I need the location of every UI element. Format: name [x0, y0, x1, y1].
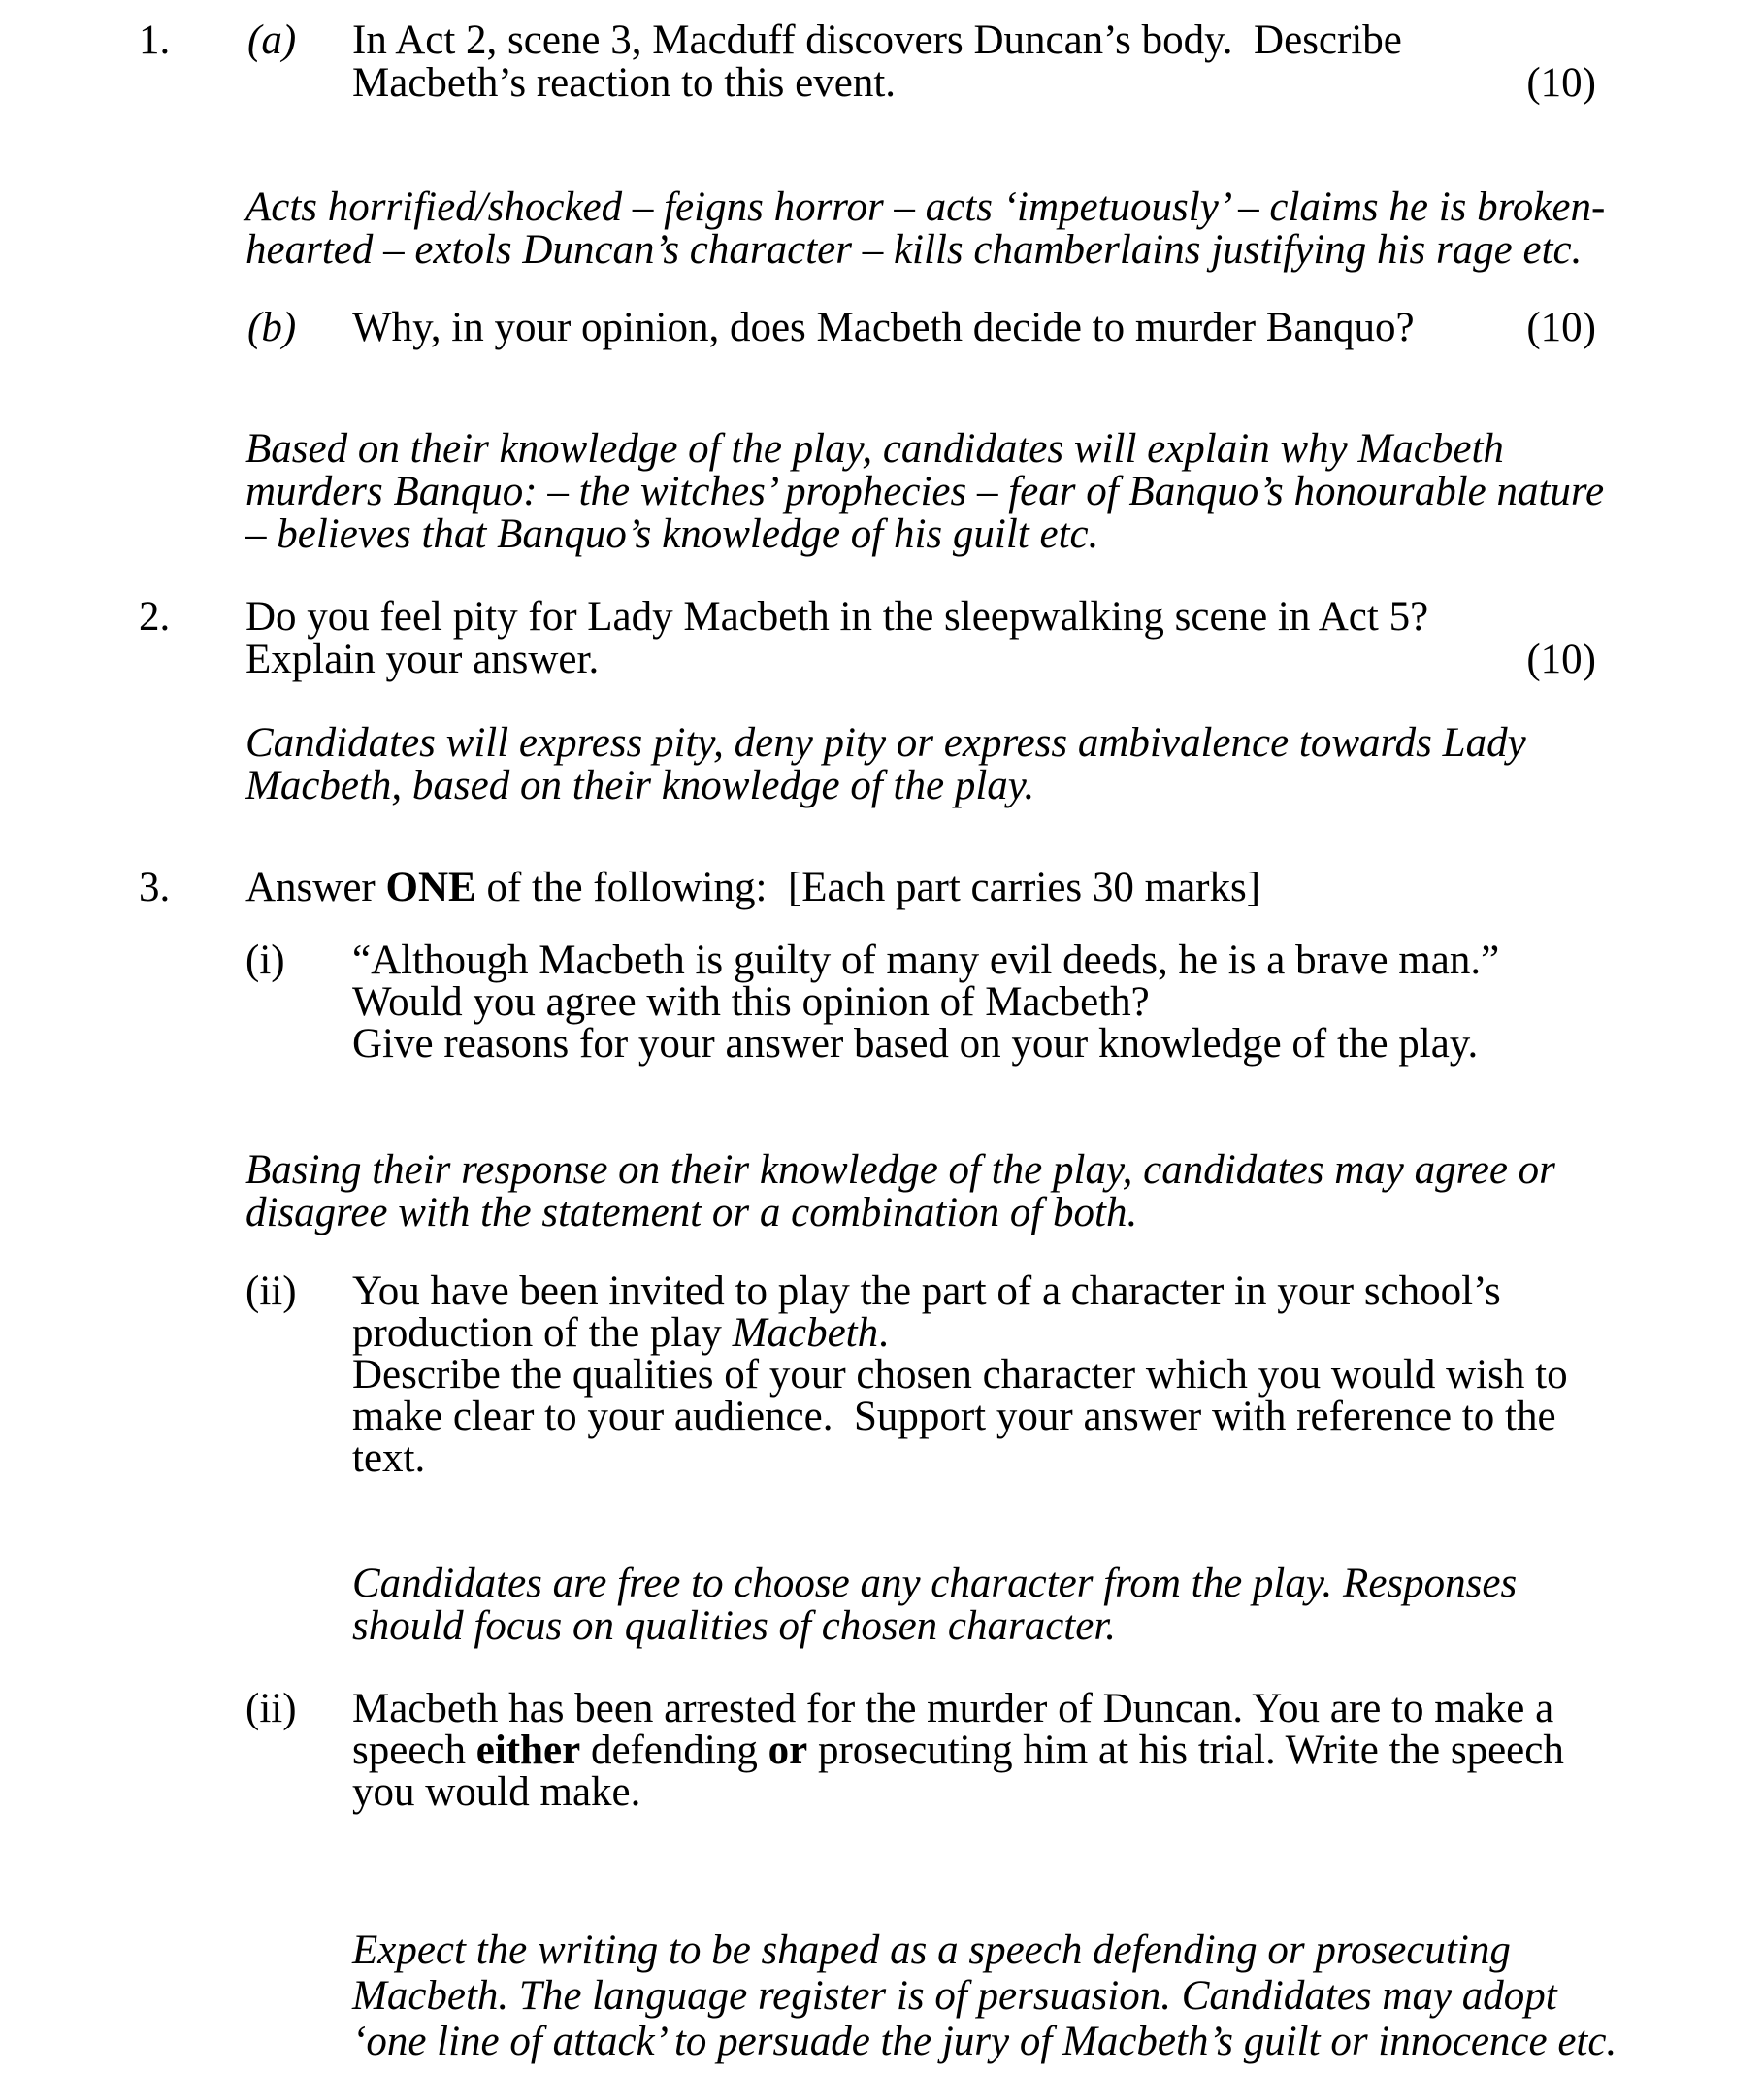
q1a-question-line1: In Act 2, scene 3, Macduff discovers Duncan’s body. Describe [352, 17, 1402, 63]
q3ii-second-answer-line3: ‘one line of attack’ to persuade the jury of Macbeth’s guilt or innocence etc. [352, 2019, 1617, 2064]
q2-number: 2. [139, 594, 171, 640]
q1a-label: (a) [247, 17, 297, 63]
q3ii-second-line2-or: or [768, 1728, 808, 1773]
q3ii-first-line2 [352, 1312, 889, 1355]
q3ii-second-answer-line1: Expect the writing to be shaped as a speech defending or prosecuting [352, 1927, 1511, 1973]
q3ii-first-line3: Describe the qualities of your chosen character which you would wish to [352, 1352, 1568, 1398]
q3ii-second-line1: Macbeth has been arrested for the murder of Duncan. You are to make a [352, 1686, 1554, 1731]
q3i-label: (i) [245, 938, 285, 983]
q1b-answer-line3: – believes that Banquo’s knowledge of his guilt etc. [245, 511, 1099, 557]
q3ii-second-line2-pre: speech [352, 1728, 476, 1773]
q1a-answer-line1: Acts horrified/shocked – feigns horror – acts ‘impetuously’ – claims he is broken- [245, 184, 1606, 230]
q1a-answer-line2: hearted – extols Duncan’s character – kills chamberlains justifying his rage etc. [245, 227, 1583, 273]
q3i-question-line3: Give reasons for your answer based on your knowledge of the play. [352, 1021, 1479, 1067]
q1-number: 1. [139, 17, 171, 63]
q3ii-second-line2-either: either [475, 1728, 581, 1773]
q1a-marks: (10) [1526, 60, 1596, 106]
q3ii-second-answer-line2: Macbeth. The language register is of persuasion. Candidates may adopt [352, 1973, 1557, 2019]
q3i-question-line2: Would you agree with this opinion of Macbeth? [352, 979, 1150, 1025]
q3ii-first-line4: make clear to your audience. Support your answer with reference to the [352, 1394, 1556, 1439]
q1b-answer-line1: Based on their knowledge of the play, candidates will explain why Macbeth [245, 426, 1504, 472]
q3ii-second-line3: you would make. [352, 1769, 641, 1815]
q3ii-first-label: (ii) [245, 1268, 297, 1314]
q3i-question-line1: “Although Macbeth is guilty of many evil deeds, he is a brave man.” [352, 938, 1500, 983]
q3ii-first-line1: You have been invited to play the part of a character in your school’s [352, 1268, 1501, 1314]
q1a-question-line2: Macbeth’s reaction to this event. [352, 60, 897, 106]
q2-answer-line1: Candidates will express pity, deny pity or express ambivalence towards Lady [245, 720, 1526, 766]
q3ii-first-answer-line2: should focus on qualities of chosen character. [352, 1603, 1117, 1649]
q3ii-second-line2-post: prosecuting him at his trial. Write the speech [807, 1728, 1564, 1773]
q1b-marks: (10) [1526, 305, 1596, 350]
q2-marks: (10) [1526, 637, 1596, 682]
q3i-answer-line1: Basing their response on their knowledge of the play, candidates may agree or [245, 1147, 1555, 1193]
q1b-label: (b) [247, 305, 297, 350]
q2-question-line2: Explain your answer. [245, 637, 600, 682]
q3ii-second-label: (ii) [245, 1686, 297, 1731]
q3i-answer-line2: disagree with the statement or a combination of both. [245, 1190, 1138, 1235]
q1b-answer-line2: murders Banquo: – the witches’ prophecies – fear of Banquo’s honourable nature [245, 469, 1605, 514]
q3ii-second-line2-mid: defending [580, 1728, 768, 1773]
q3ii-first-line5: text. [352, 1435, 426, 1481]
q3ii-first-answer-line1: Candidates are free to choose any character from the play. Responses [352, 1561, 1518, 1606]
q3ii-first-line2-post: . [878, 1310, 889, 1356]
q3-intro-pre: Answer [245, 865, 386, 910]
q3ii-second-line2 [352, 1729, 1564, 1772]
q3-intro-post: of the following: [Each part carries 30 marks] [475, 865, 1261, 910]
q3-intro [245, 867, 1260, 909]
q2-answer-line2: Macbeth, based on their knowledge of the play. [245, 763, 1035, 808]
q1b-question-line1: Why, in your opinion, does Macbeth decide to murder Banquo? [352, 305, 1415, 350]
q3-number: 3. [139, 865, 171, 910]
q2-question-line1: Do you feel pity for Lady Macbeth in the sleepwalking scene in Act 5? [245, 594, 1429, 640]
q3ii-first-line2-pre: production of the play [352, 1310, 733, 1356]
q3-intro-bold: ONE [385, 865, 476, 910]
q3ii-first-line2-title: Macbeth [732, 1310, 879, 1356]
